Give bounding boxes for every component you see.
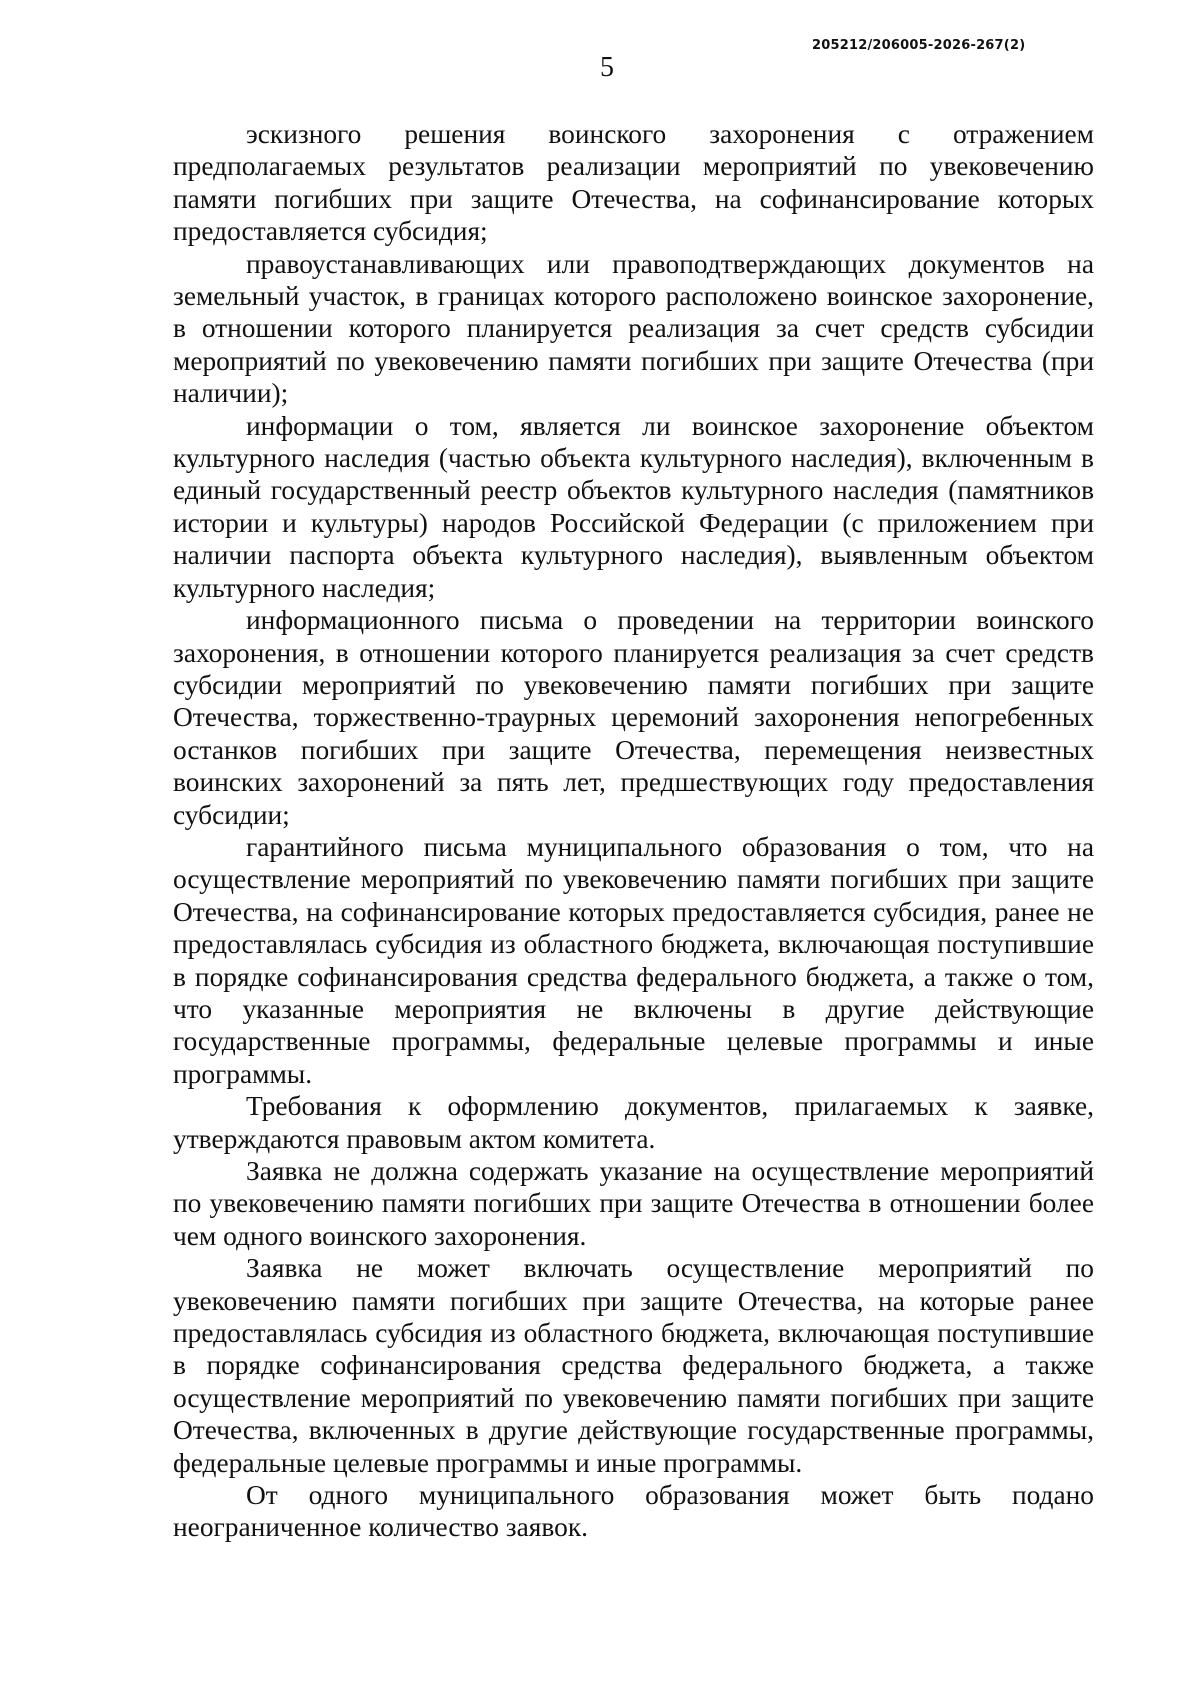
paragraph-cultural-heritage-info: информации о том, является ли воинское захоронение объектом культурного наследия (частью объекта культурного наследия), включенным в единый государственный реестр объектов культурного наследия (памятников истории и культуры) народов Российской Федерации (с приложением при наличии паспорта объекта культурного наследия), выявленным объектом культурного наследия; xyxy=(173,410,1094,603)
paragraph-guarantee-letter: гарантийного письма муниципального образования о том, что на осуществление мероприятий по увековечению памяти погибших при защите Отечества, на софинансирование которых предоставляется субсидия, ранее не предоставлялась субсидия из областного бюджета, включающая поступившие в порядке софинансирования средства федерального бюджета, а также о том, что указанные мероприятия не включены в другие действующие государственные программы, федеральные целевые программы и иные программы. xyxy=(173,831,1094,1089)
paragraph-information-letter: информационного письма о проведении на территории воинского захоронения, в отношении которого планируется реализация за счет средств субсидии мероприятий по увековечению памяти погибших при защите Отечества, торжественно-траурных церемоний захоронения непогребенных останков погибших при защите Отечества, перемещения неизвестных воинских захоронений за пять лет, предшествующих году предоставления субсидии; xyxy=(173,605,1094,830)
paragraph-document-requirements: Требования к оформлению документов, прилагаемых к заявке, утверждаются правовым актом комитета. xyxy=(173,1091,1094,1154)
page-number: 5 xyxy=(600,52,614,83)
paragraph-sketch-solution: эскизного решения воинского захоронения с отражением предполагаемых результатов реализации мероприятий по увековечению памяти погибших при защите Отечества, на софинансирование которых предоставляется субсидия; xyxy=(173,119,1094,247)
paragraph-title-documents: правоустанавливающих или правоподтверждающих документов на земельный участок, в границах которого расположено воинское захоронение, в отношении которого планируется реализация за счет средств субсидии мероприятий по увековечению памяти погибших при защите Отечества (при наличии); xyxy=(173,248,1094,409)
document-code: 205212/206005-2026-267(2) xyxy=(812,38,1026,53)
paragraph-application-single-burial: Заявка не должна содержать указание на осуществление мероприятий по увековечению памяти погибших при защите Отечества в отношении более чем одного воинского захоронения. xyxy=(173,1156,1094,1251)
paragraph-unlimited-applications: От одного муниципального образования может быть подано неограниченное количество заявок. xyxy=(173,1480,1094,1543)
paragraph-application-exclusions: Заявка не может включать осуществление мероприятий по увековечению памяти погибших при защите Отечества, на которые ранее предоставлялась субсидия из областного бюджета, включающая поступившие в порядке софинансирования средства федерального бюджета, а также осуществление мероприятий по увековечению памяти погибших при защите Отечества, включенных в другие действующие государственные программы, федеральные целевые программы и иные программы. xyxy=(173,1253,1094,1478)
document-body xyxy=(173,118,1094,1544)
